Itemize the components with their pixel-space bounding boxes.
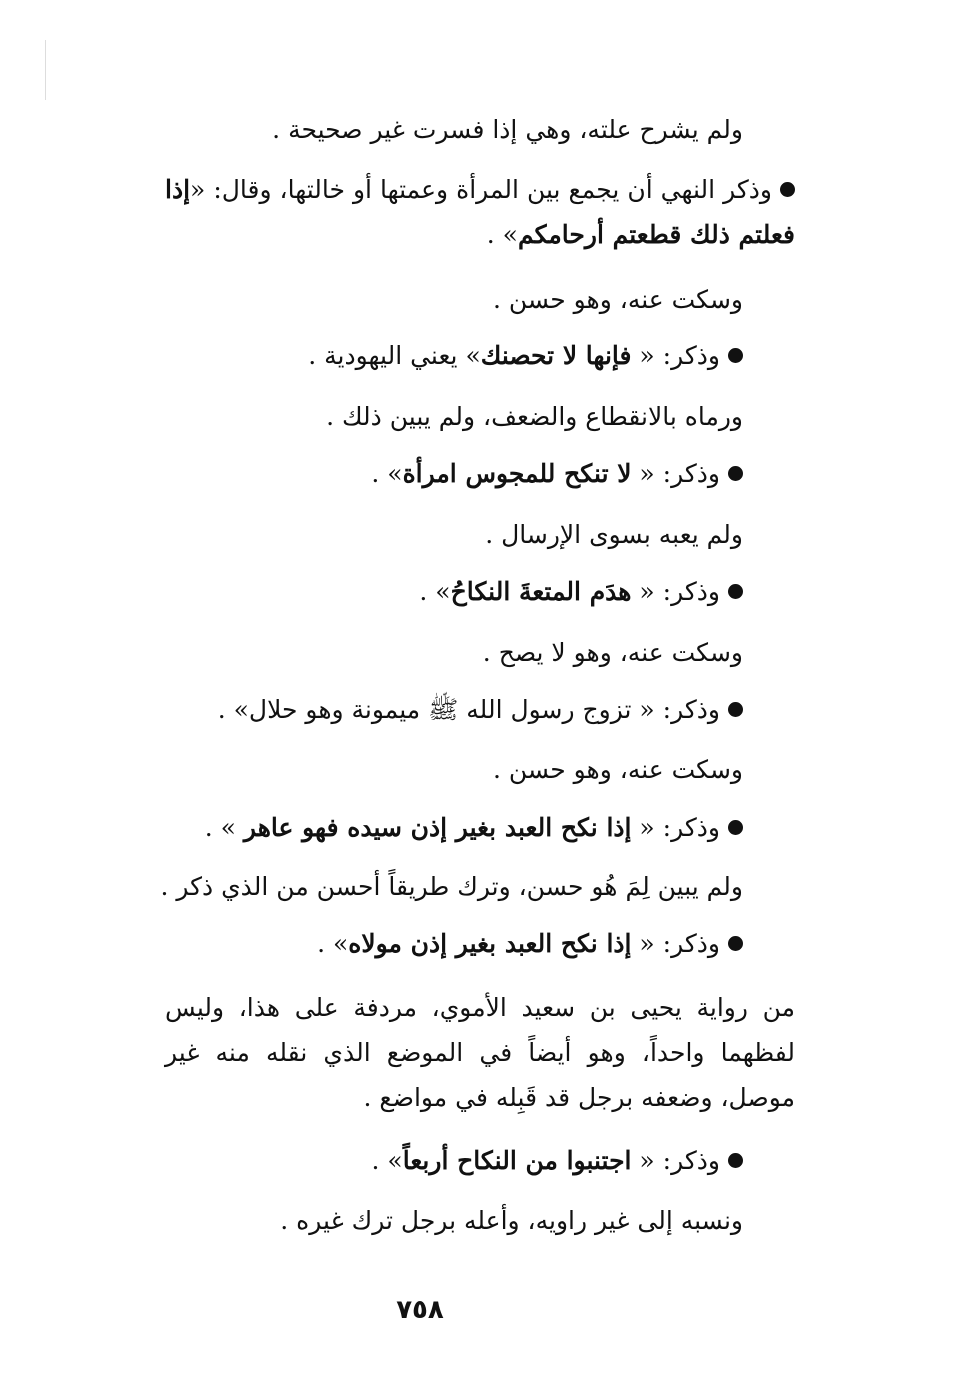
paragraph-4: [308, 343, 743, 368]
bullet-dot-icon: [728, 1153, 743, 1168]
paragraph-4-outro: » يعني اليهودية .: [308, 341, 481, 370]
bullet-dot-icon: [728, 936, 743, 951]
paragraph-14-quote: إذا نكح العبد بغير إذن مولاه: [348, 929, 632, 958]
paragraph-8-intro: وذكر: «: [631, 577, 720, 606]
bullet-dot-icon: [728, 466, 743, 481]
paragraph-11: [493, 757, 743, 782]
paragraph-8-outro: » .: [419, 577, 451, 606]
paragraph-12-intro: وذكر: «: [631, 813, 720, 842]
paragraph-10-quote: تزوج رسول الله ﷺ ميمونة وهو حلال: [248, 695, 632, 724]
paragraph-3: [493, 287, 743, 312]
page-number: ٧٥٨: [396, 1295, 444, 1325]
scan-margin-mark: [45, 40, 46, 100]
paragraph-10-intro: وذكر: «: [631, 695, 720, 724]
paragraph-2-intro: وذكر النهي أن يجمع بين المرأة وعمتها أو خالتها، وقال: «: [190, 175, 772, 204]
paragraph-17-text: ونسبه إلى غير راويه، وأعله برجل ترك غيره .: [280, 1206, 743, 1235]
paragraph-9: [483, 640, 743, 665]
paragraph-13-text: ولم يبين لِمَ هُو حسن، وترك طريقاً أحسن من الذي ذكر .: [160, 872, 743, 901]
paragraph-14: [317, 931, 743, 956]
paragraph-1-text: ولم يشرح علته، وهي إذا فسرت غير صحيحة .: [272, 115, 743, 144]
paragraph-16-quote: اجتنبوا من النكاح أربعاً: [402, 1146, 632, 1175]
paragraph-12: [205, 815, 743, 840]
paragraph-10: [218, 697, 743, 722]
bullet-dot-icon: [728, 702, 743, 717]
paragraph-15-text: من رواية يحيى بن سعيد الأموي، مردفة على هذا، وليس لفظهما واحداً، وهو أيضاً في الموضع الذي نقله منه غير موصل، وضعفه برجل قد قَبِله في مواضع .: [165, 993, 795, 1112]
paragraph-8: [419, 579, 743, 604]
paragraph-6-intro: وذكر: «: [631, 459, 720, 488]
paragraph-12-outro: » .: [204, 813, 244, 842]
paragraph-4-quote: فإنها لا تحصنك: [480, 341, 632, 370]
paragraph-17: [280, 1208, 743, 1233]
paragraph-2-quote: إذا فعلتم ذلك قطعتم أرحامكم: [165, 175, 795, 249]
paragraph-6: [371, 461, 743, 486]
paragraph-2-outro: » .: [486, 220, 518, 249]
paragraph-8-quote: هدَم المتعةَ النكاحُ: [450, 577, 632, 606]
paragraph-5: [326, 404, 743, 429]
paragraph-12-quote: إذا نكح العبد بغير إذن سيده فهو عاهر: [243, 813, 632, 842]
paragraph-13: [160, 874, 743, 899]
paragraph-14-outro: » .: [317, 929, 349, 958]
paragraph-15: [165, 985, 795, 1120]
paragraph-10-outro: » .: [217, 695, 249, 724]
paragraph-7: [485, 522, 743, 547]
paragraph-9-text: وسكت عنه، وهو لا يصح .: [482, 638, 743, 667]
paragraph-11-text: وسكت عنه، وهو حسن .: [493, 755, 743, 784]
bullet-dot-icon: [728, 584, 743, 599]
paragraph-1: [272, 117, 743, 142]
bullet-dot-icon: [780, 182, 795, 197]
paragraph-4-intro: وذكر: «: [631, 341, 720, 370]
bullet-dot-icon: [728, 820, 743, 835]
paragraph-7-text: ولم يعبه بسوى الإرسال .: [485, 520, 743, 549]
paragraph-6-outro: » .: [371, 459, 403, 488]
bullet-dot-icon: [728, 348, 743, 363]
paragraph-16: [372, 1148, 743, 1173]
paragraph-16-outro: » .: [371, 1146, 403, 1175]
paragraph-16-intro: وذكر: «: [631, 1146, 720, 1175]
paragraph-6-quote: لا تنكح للمجوس امرأة: [402, 459, 632, 488]
paragraph-2: [165, 167, 795, 257]
paragraph-3-text: وسكت عنه، وهو حسن .: [493, 285, 743, 314]
paragraph-14-intro: وذكر: «: [631, 929, 720, 958]
paragraph-5-text: ورماه بالانقطاع والضعف، ولم يبين ذلك .: [326, 402, 743, 431]
